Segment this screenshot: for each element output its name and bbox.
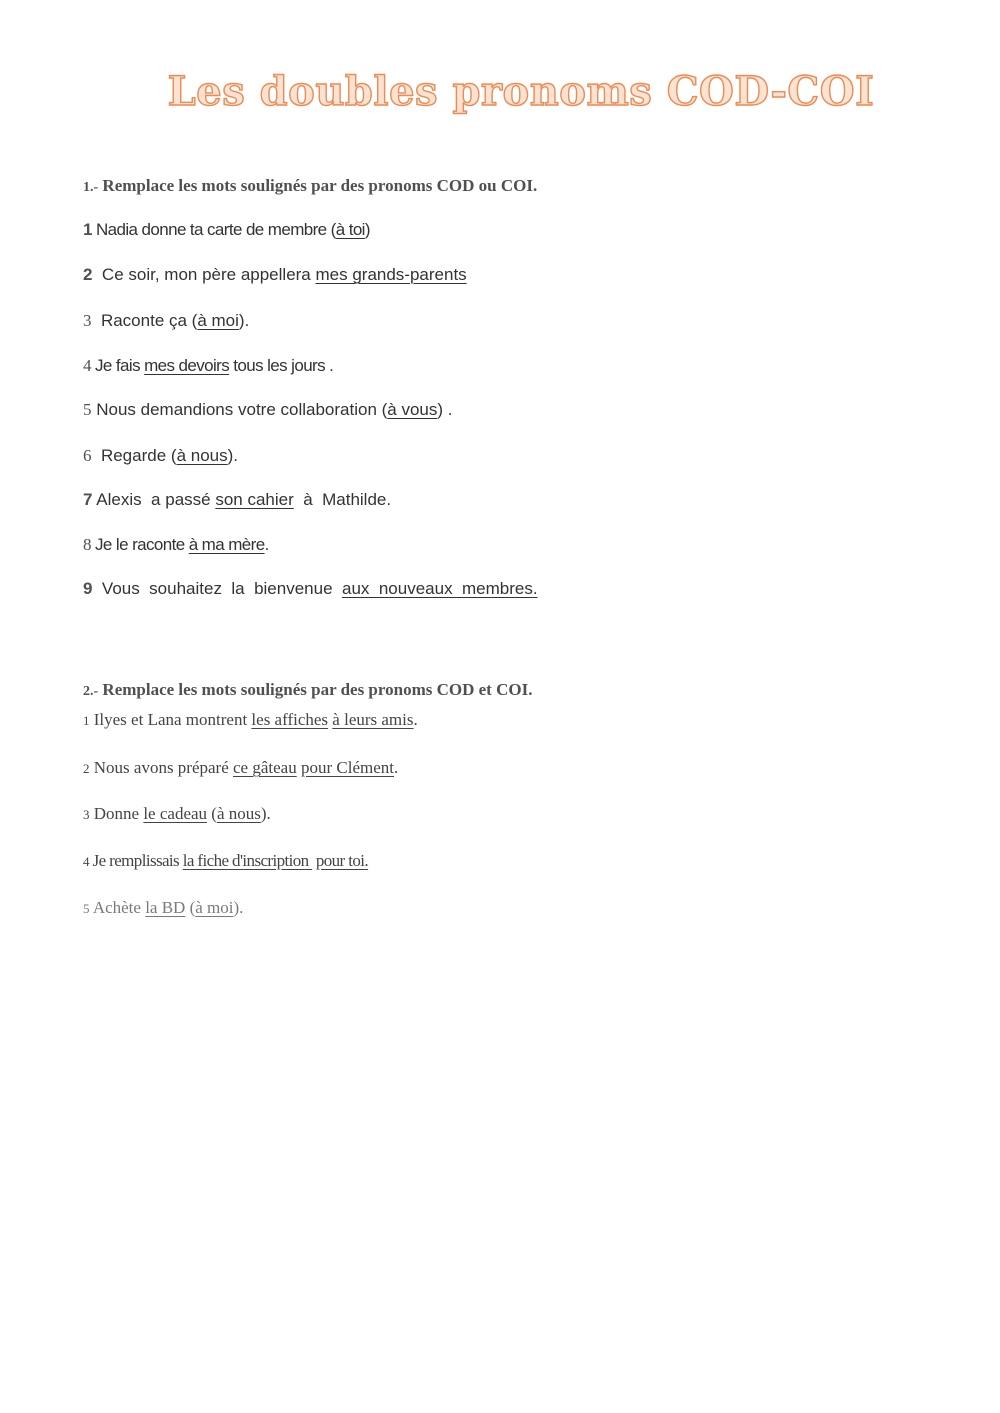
underlined-words: à leurs amis [332,710,414,729]
underlined-words: mes grands-parents [315,265,467,284]
underlined-words: pour toi. [315,851,369,870]
underlined-words: à nous [216,804,261,823]
exercise-1-item-6: 6 Regarde (à nous). [83,446,238,465]
section-1-instruction: Remplace les mots soulignés par des pronoms COD ou COI. [102,176,538,195]
exercise-1-item-2: 2 Ce soir, mon père appellera mes grands-parents [83,265,467,284]
exercise-2-item-4: 4 Je remplissais la fiche d'inscription pour toi. [83,851,369,870]
exercise-1-item-3: 3 Raconte ça (à moi). [83,311,250,330]
exercise-1-item-8: 8 Je le raconte à ma mère. [83,535,269,554]
underlined-words: à moi [195,898,234,917]
exercise-1-item-7: 7 Alexis a passé son cahier à Mathilde. [83,490,392,509]
section-2-instruction: Remplace les mots soulignés par des pronoms COD et COI. [102,680,533,699]
exercise-2-item-2: 2 Nous avons préparé ce gâteau pour Clément. [83,758,399,777]
underlined-words: à nous [176,446,228,465]
underlined-words: à moi [197,311,239,330]
underlined-words: mes devoirs [144,356,230,375]
underlined-words: ce gâteau [233,758,297,777]
section-1-heading [83,176,537,196]
exercise-2-item-3: 3 Donne le cadeau (à nous). [83,804,271,823]
page-title: Les doubles pronoms COD-COI [167,68,875,115]
underlined-words: les affiches [251,710,329,729]
exercise-1-item-9: 9 Vous souhaitez la bienvenue aux nouveaux membres. [83,579,538,598]
underlined-words: à ma mère [188,535,265,554]
underlined-words: à vous [387,400,438,419]
exercise-2-item-1: 1 Ilyes et Lana montrent les affiches à leurs amis. [83,710,418,729]
exercise-2-item-5: 5 Achète la BD (à moi). [83,898,244,917]
exercise-1-item-5: 5 Nous demandions votre collaboration (à vous) . [83,400,453,419]
underlined-words: la BD [145,898,186,917]
section-2-number: 2.- [83,684,99,699]
exercise-1-item-4: 4 Je fais mes devoirs tous les jours . [83,356,334,375]
underlined-words: la fiche d'inscription [182,851,313,870]
underlined-words: le cadeau [143,804,208,823]
underlined-words: à toi [335,220,365,239]
section-1-number: 1.- [83,180,99,195]
section-2-heading [83,680,532,700]
exercise-1-item-1: 1 Nadia donne ta carte de membre (à toi) [83,220,370,239]
underlined-words: pour Clément [300,758,394,777]
underlined-words: aux nouveaux membres [341,579,533,598]
underlined-words: son cahier [215,490,294,509]
